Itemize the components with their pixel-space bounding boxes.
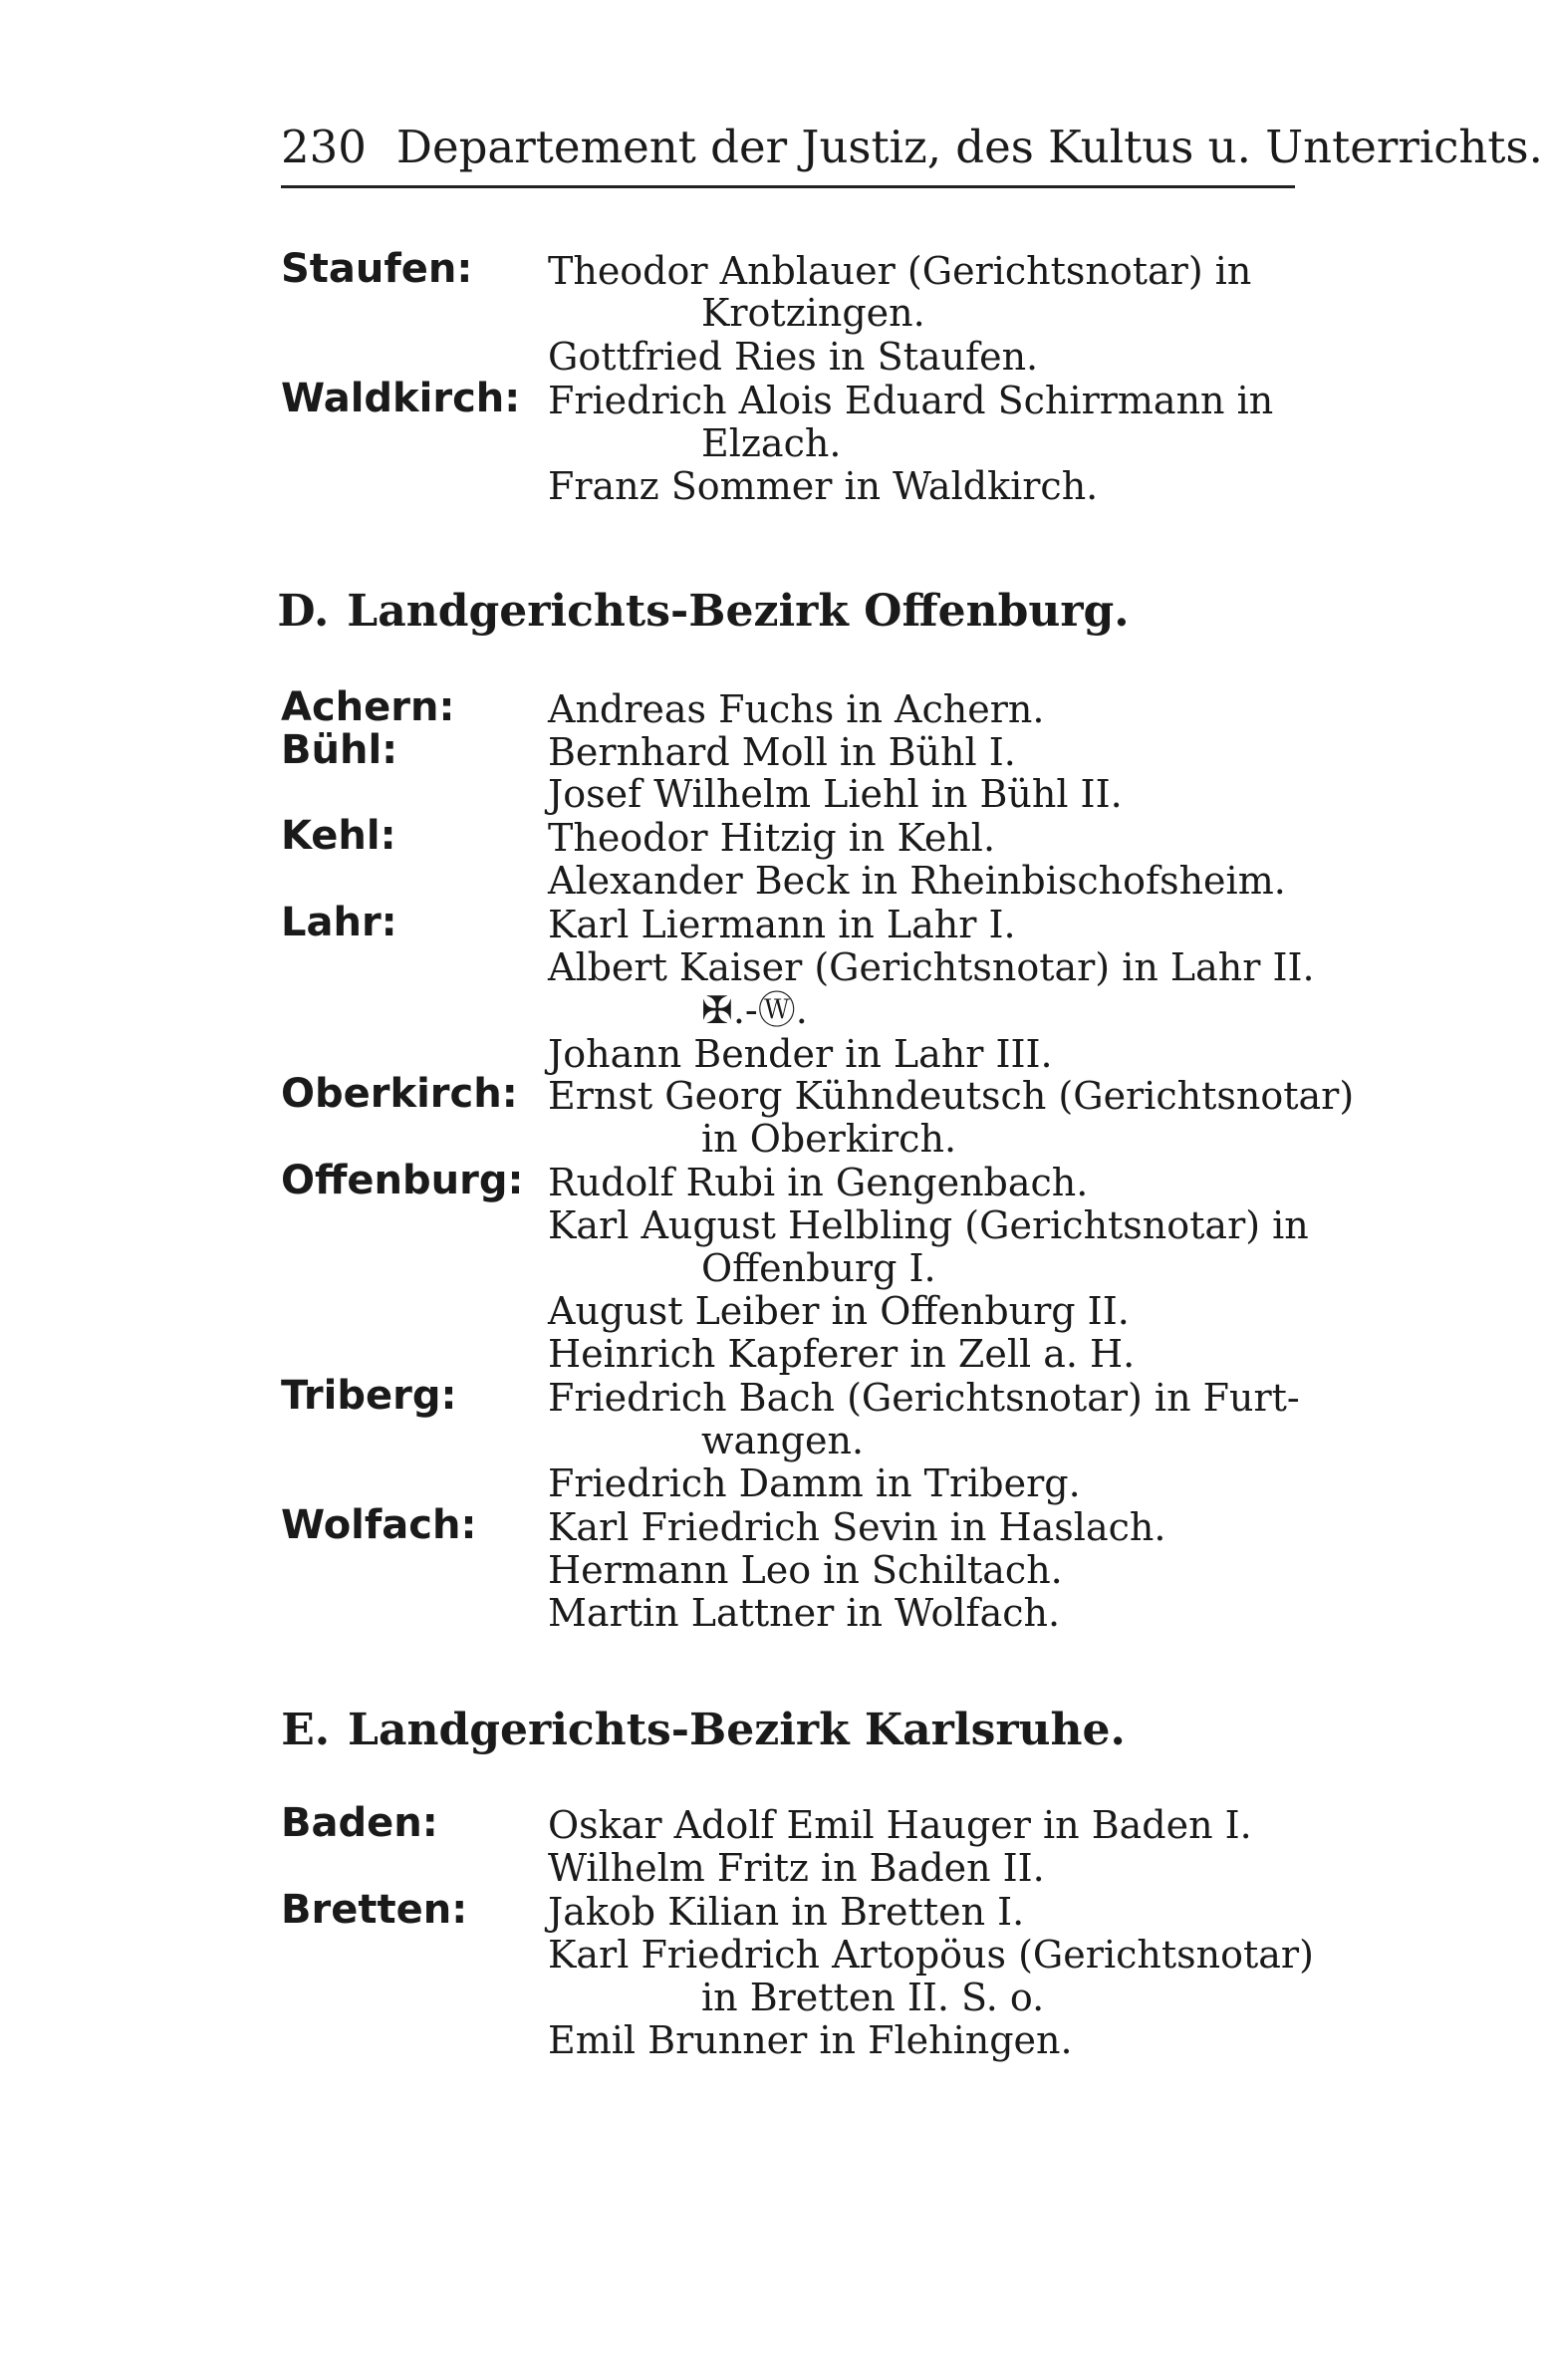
entry-line: Heinrich Kapferer in Zell a. H.	[548, 1332, 1136, 1376]
entry-line: Karl Friedrich Artopöus (Gerichtsnotar)	[548, 1933, 1314, 1977]
entry-line: Johann Bender in Lahr III.	[548, 1032, 1053, 1076]
entry-line: in Oberkirch.	[701, 1117, 957, 1161]
entry-line: Elzach.	[701, 421, 842, 465]
place-buehl: Bühl:	[281, 727, 398, 773]
entry-line: Franz Sommer in Waldkirch.	[548, 464, 1099, 508]
entry-line: Karl Liermann in Lahr I.	[548, 903, 1016, 946]
entry-line: Friedrich Damm in Triberg.	[548, 1461, 1081, 1505]
section-heading-e	[0, 1703, 1407, 1758]
place-oberkirch: Oberkirch:	[281, 1071, 518, 1117]
entry-line: Krotzingen.	[701, 291, 925, 335]
section-title: Landgerichts-Bezirk Offenburg.	[347, 586, 1130, 637]
place-kehl: Kehl:	[281, 813, 396, 859]
entry-line: Ernst Georg Kühndeutsch (Gerichtsnotar)	[548, 1074, 1355, 1118]
entry-line: Martin Lattner in Wolfach.	[548, 1591, 1061, 1635]
section-letter: E.	[281, 1705, 331, 1755]
place-achern: Achern:	[281, 684, 455, 730]
page-number: 230	[281, 121, 367, 173]
entry-line: Josef Wilhelm Liehl in Bühl II.	[548, 772, 1123, 816]
place-baden: Baden:	[281, 1800, 438, 1846]
entry-line: Albert Kaiser (Gerichtsnotar) in Lahr II.	[548, 945, 1315, 989]
entry-line: Theodor Hitzig in Kehl.	[548, 816, 996, 860]
running-header	[281, 118, 1543, 177]
entry-line: Friedrich Bach (Gerichtsnotar) in Furt-	[548, 1376, 1300, 1420]
entry-line: Andreas Fuchs in Achern.	[548, 687, 1045, 731]
entry-line: in Bretten II. S. o.	[701, 1976, 1045, 2019]
place-staufen: Staufen:	[281, 246, 473, 292]
running-title: Departement der Justiz, des Kultus u. Unterrichts.	[395, 121, 1543, 173]
entry-line: Friedrich Alois Eduard Schirrmann in	[548, 379, 1274, 422]
entry-line: Bernhard Moll in Bühl I.	[548, 730, 1016, 774]
entry-line: wangen.	[701, 1419, 865, 1462]
place-offenburg: Offenburg:	[281, 1158, 524, 1203]
place-bretten: Bretten:	[281, 1887, 468, 1933]
entry-line: Rudolf Rubi in Gengenbach.	[548, 1161, 1089, 1204]
entry-line: Oskar Adolf Emil Hauger in Baden I.	[548, 1803, 1252, 1847]
entry-line: Theodor Anblauer (Gerichtsnotar) in	[548, 249, 1252, 293]
place-waldkirch: Waldkirch:	[281, 376, 521, 421]
section-heading-d	[0, 584, 1407, 640]
entry-line: Offenburg I.	[701, 1246, 936, 1290]
header-rule	[281, 185, 1295, 188]
entry-line: Gottfried Ries in Staufen.	[548, 335, 1039, 379]
place-lahr: Lahr:	[281, 900, 397, 945]
entry-line: Hermann Leo in Schiltach.	[548, 1548, 1063, 1592]
entry-line: Wilhelm Fritz in Baden II.	[548, 1846, 1045, 1890]
entry-line: Alexander Beck in Rheinbischofsheim.	[548, 859, 1286, 903]
entry-line: Karl Friedrich Sevin in Haslach.	[548, 1505, 1166, 1549]
entry-line: Karl August Helbling (Gerichtsnotar) in	[548, 1203, 1309, 1247]
entry-line: August Leiber in Offenburg II.	[548, 1289, 1130, 1333]
entry-line: Emil Brunner in Flehingen.	[548, 2018, 1073, 2062]
place-triberg: Triberg:	[281, 1373, 457, 1419]
decoration-mark: ✠.-Ⓦ.	[701, 988, 808, 1032]
place-wolfach: Wolfach:	[281, 1502, 477, 1548]
section-letter: D.	[277, 586, 330, 637]
entry-line: Jakob Kilian in Bretten I.	[548, 1890, 1025, 1934]
section-title: Landgerichts-Bezirk Karlsruhe.	[348, 1705, 1126, 1755]
